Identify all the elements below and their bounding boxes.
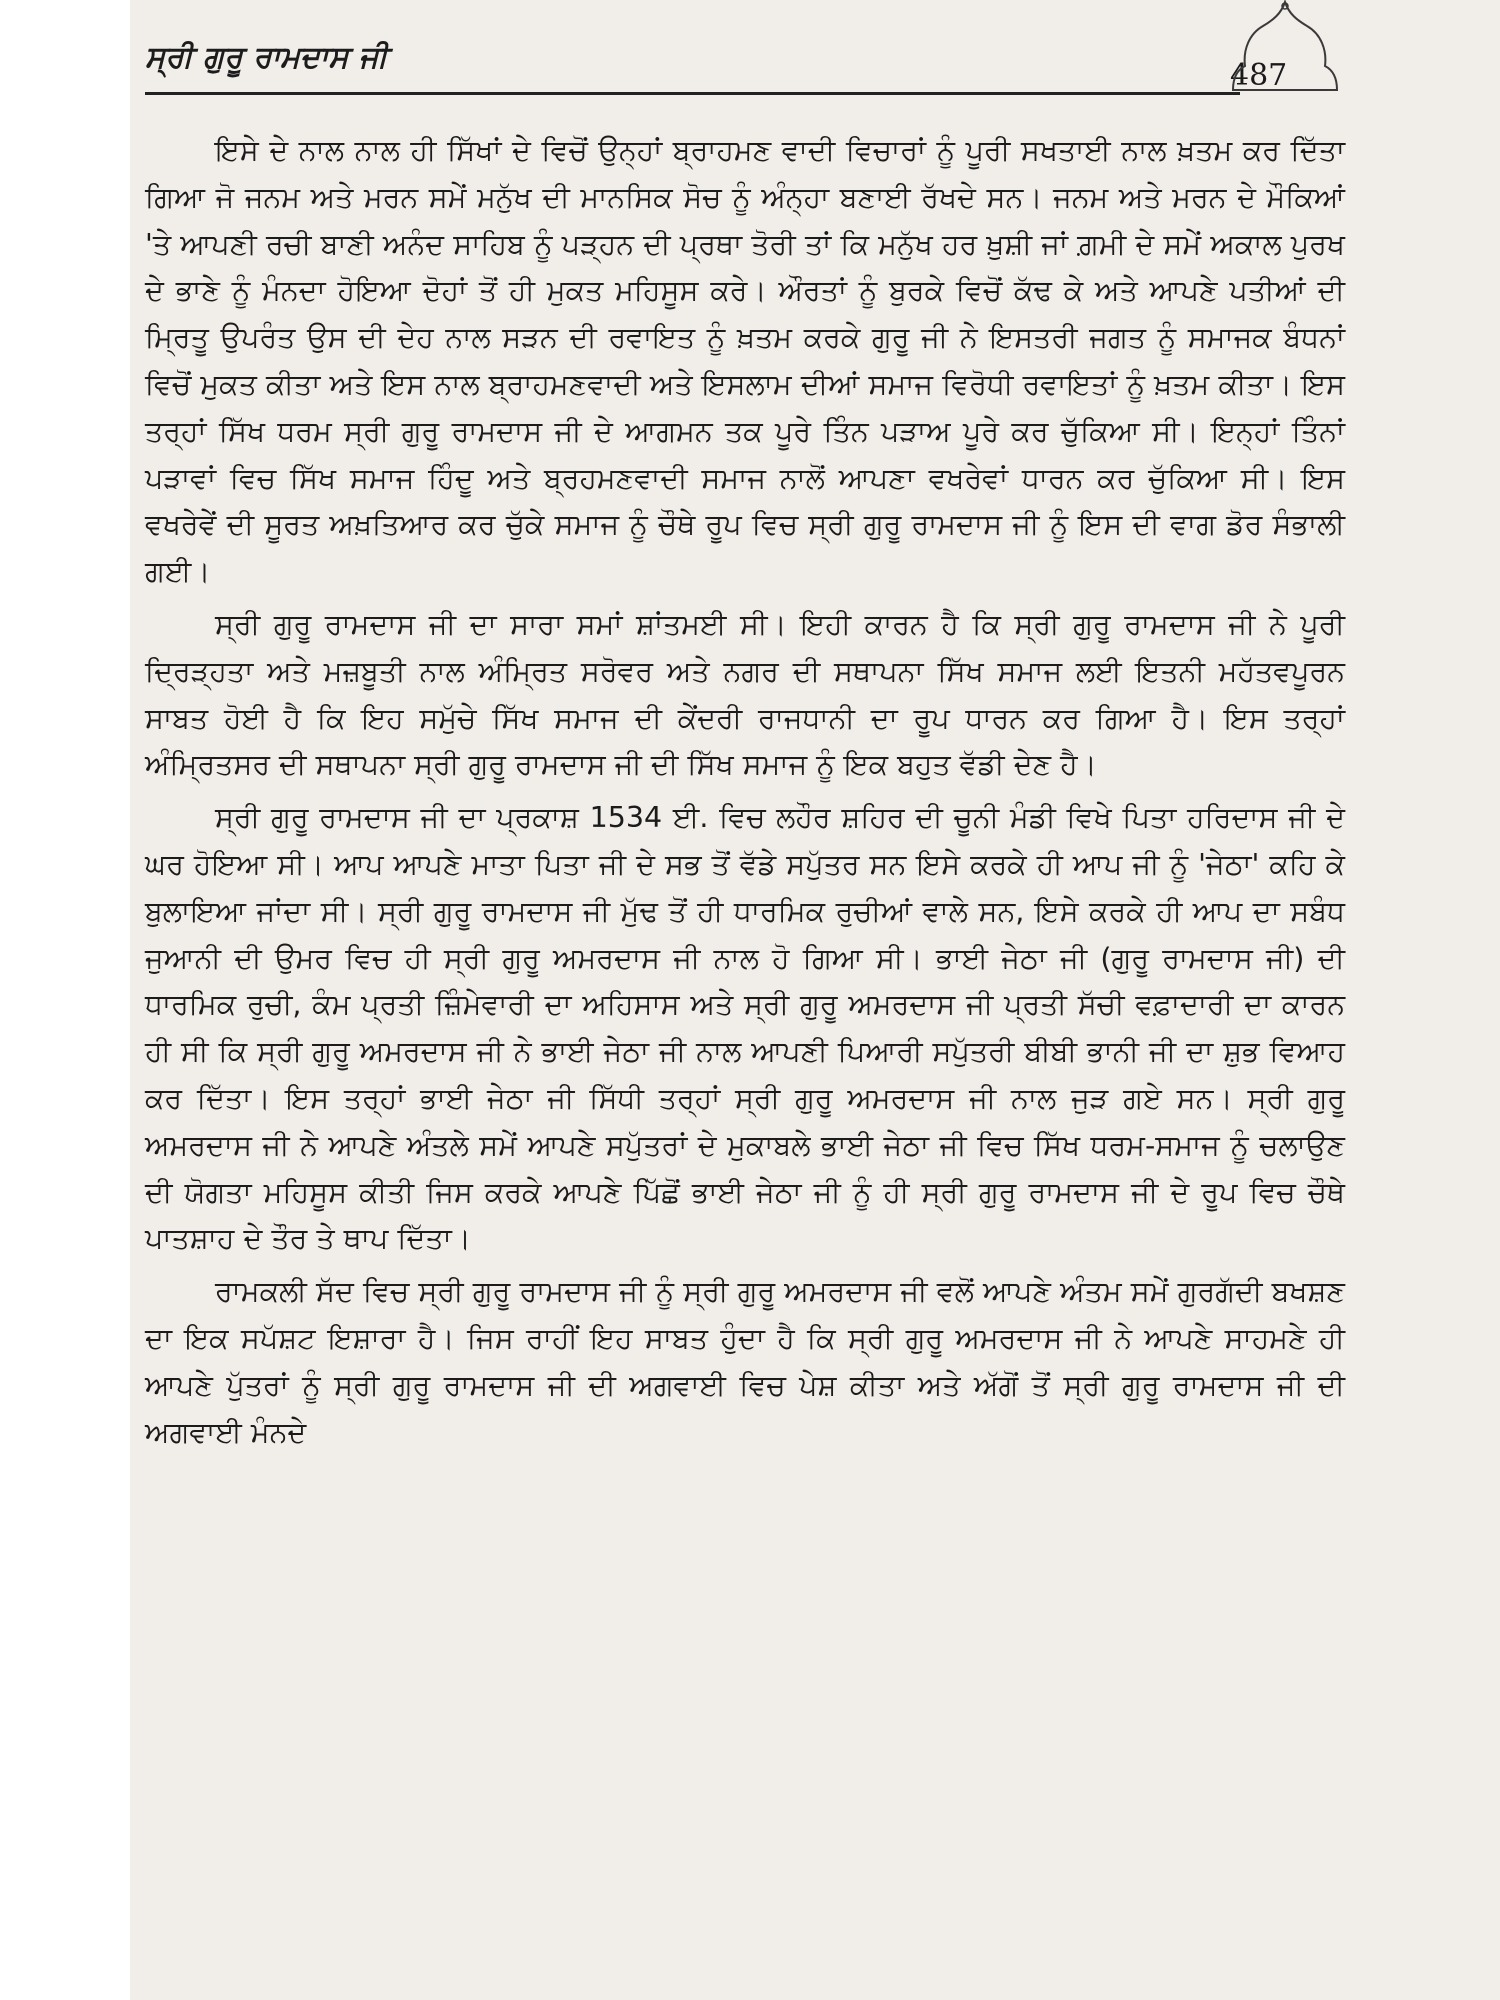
body-text — [145, 128, 1345, 1462]
paragraph: ਰਾਮਕਲੀ ਸੱਦ ਵਿਚ ਸ੍ਰੀ ਗੁਰੂ ਰਾਮਦਾਸ ਜੀ ਨੂੰ ਸ੍ਰੀ ਗੁਰੂ ਅਮਰਦਾਸ ਜੀ ਵਲੋਂ ਆਪਣੇ ਅੰਤਮ ਸਮੇਂ ਗੁਰਗੱਦੀ ਬਖਸ਼ਣ ਦਾ ਇਕ ਸਪੱਸ਼ਟ ਇਸ਼ਾਰਾ ਹੈ। ਜਿਸ ਰਾਹੀਂ ਇਹ ਸਾਬਤ ਹੁੰਦਾ ਹੈ ਕਿ ਸ੍ਰੀ ਗੁਰੂ ਅਮਰਦਾਸ ਜੀ ਨੇ ਆਪਣੇ ਸਾਹਮਣੇ ਹੀ ਆਪਣੇ ਪੁੱਤਰਾਂ ਨੂੰ ਸ੍ਰੀ ਗੁਰੂ ਰਾਮਦਾਸ ਜੀ ਦੀ ਅਗਵਾਈ ਵਿਚ ਪੇਸ਼ ਕੀਤਾ ਅਤੇ ਅੱਗੋਂ ਤੋਂ ਸ੍ਰੀ ਗੁਰੂ ਰਾਮਦਾਸ ਜੀ ਦੀ ਅਗਵਾਈ ਮੰਨਦੇ — [145, 1275, 1345, 1449]
paragraph: ਇਸੇ ਦੇ ਨਾਲ ਨਾਲ ਹੀ ਸਿੱਖਾਂ ਦੇ ਵਿਚੋਂ ਉਨ੍ਹਾਂ ਬ੍ਰਾਹਮਣ ਵਾਦੀ ਵਿਚਾਰਾਂ ਨੂੰ ਪੂਰੀ ਸਖਤਾਈ ਨਾਲ ਖ਼ਤਮ ਕਰ ਦਿੱਤਾ ਗਿਆ ਜੋ ਜਨਮ ਅਤੇ ਮਰਨ ਸਮੇਂ ਮਨੁੱਖ ਦੀ ਮਾਨਸਿਕ ਸੋਚ ਨੂੰ ਅੰਨ੍ਹਾ ਬਣਾਈ ਰੱਖਦੇ ਸਨ। ਜਨਮ ਅਤੇ ਮਰਨ ਦੇ ਮੌਕਿਆਂ 'ਤੇ ਆਪਣੀ ਰਚੀ ਬਾਣੀ ਅਨੰਦ ਸਾਹਿਬ ਨੂੰ ਪੜ੍ਹਨ ਦੀ ਪ੍ਰਥਾ ਤੋਰੀ ਤਾਂ ਕਿ ਮਨੁੱਖ ਹਰ ਖ਼ੁਸ਼ੀ ਜਾਂ ਗ਼ਮੀ ਦੇ ਸਮੇਂ ਅਕਾਲ ਪੁਰਖ ਦੇ ਭਾਣੇ ਨੂੰ ਮੰਨਦਾ ਹੋਇਆ ਦੋਹਾਂ ਤੋਂ ਹੀ ਮੁਕਤ ਮਹਿਸੂਸ ਕਰੇ। ਔਰਤਾਂ ਨੂੰ ਬੁਰਕੇ ਵਿਚੋਂ ਕੱਢ ਕੇ ਅਤੇ ਆਪਣੇ ਪਤੀਆਂ ਦੀ ਮ੍ਰਿਤੂ ਉਪਰੰਤ ਉਸ ਦੀ ਦੇਹ ਨਾਲ ਸੜਨ ਦੀ ਰਵਾਇਤ ਨੂੰ ਖ਼ਤਮ ਕਰਕੇ ਗੁਰੂ ਜੀ ਨੇ ਇਸਤਰੀ ਜਗਤ ਨੂੰ ਸਮਾਜਕ ਬੰਧਨਾਂ ਵਿਚੋਂ ਮੁਕਤ ਕੀਤਾ ਅਤੇ ਇਸ ਨਾਲ ਬ੍ਰਾਹਮਣਵਾਦੀ ਅਤੇ ਇਸਲਾਮ ਦੀਆਂ ਸਮਾਜ ਵਿਰੋਧੀ ਰਵਾਇਤਾਂ ਨੂੰ ਖ਼ਤਮ ਕੀਤਾ। ਇਸ ਤਰ੍ਹਾਂ ਸਿੱਖ ਧਰਮ ਸ੍ਰੀ ਗੁਰੂ ਰਾਮਦਾਸ ਜੀ ਦੇ ਆਗਮਨ ਤਕ ਪੂਰੇ ਤਿੰਨ ਪੜਾਅ ਪੂਰੇ ਕਰ ਚੁੱਕਿਆ ਸੀ। ਇਨ੍ਹਾਂ ਤਿੰਨਾਂ ਪੜਾਵਾਂ ਵਿਚ ਸਿੱਖ ਸਮਾਜ ਹਿੰਦੂ ਅਤੇ ਬ੍ਰਹਮਣਵਾਦੀ ਸਮਾਜ ਨਾਲੋਂ ਆਪਣਾ ਵਖਰੇਵਾਂ ਧਾਰਨ ਕਰ ਚੁੱਕਿਆ ਸੀ। ਇਸ ਵਖਰੇਵੇਂ ਦੀ ਸੂਰਤ ਅਖ਼ਤਿਆਰ ਕਰ ਚੁੱਕੇ ਸਮਾਜ ਨੂੰ ਚੌਥੇ ਰੂਪ ਵਿਚ ਸ੍ਰੀ ਗੁਰੂ ਰਾਮਦਾਸ ਜੀ ਨੂੰ ਇਸ ਦੀ ਵਾਗ ਡੋਰ ਸੰਭਾਲੀ ਗਈ। — [145, 134, 1345, 589]
header-rule — [145, 92, 1240, 95]
paragraph: ਸ੍ਰੀ ਗੁਰੂ ਰਾਮਦਾਸ ਜੀ ਦਾ ਸਾਰਾ ਸਮਾਂ ਸ਼ਾਂਤਮਈ ਸੀ। ਇਹੀ ਕਾਰਨ ਹੈ ਕਿ ਸ੍ਰੀ ਗੁਰੂ ਰਾਮਦਾਸ ਜੀ ਨੇ ਪੂਰੀ ਦ੍ਰਿੜ੍ਹਤਾ ਅਤੇ ਮਜ਼ਬੂਤੀ ਨਾਲ ਅੰਮ੍ਰਿਤ ਸਰੋਵਰ ਅਤੇ ਨਗਰ ਦੀ ਸਥਾਪਨਾ ਸਿੱਖ ਸਮਾਜ ਲਈ ਇਤਨੀ ਮਹੱਤਵਪੂਰਨ ਸਾਬਤ ਹੋਈ ਹੈ ਕਿ ਇਹ ਸਮੁੱਚੇ ਸਿੱਖ ਸਮਾਜ ਦੀ ਕੇਂਦਰੀ ਰਾਜਧਾਨੀ ਦਾ ਰੂਪ ਧਾਰਨ ਕਰ ਗਿਆ ਹੈ। ਇਸ ਤਰ੍ਹਾਂ ਅੰਮ੍ਰਿਤਸਰ ਦੀ ਸਥਾਪਨਾ ਸ੍ਰੀ ਗੁਰੂ ਰਾਮਦਾਸ ਜੀ ਦੀ ਸਿੱਖ ਸਮਾਜ ਨੂੰ ਇਕ ਬਹੁਤ ਵੱਡੀ ਦੇਣ ਹੈ। — [145, 607, 1345, 782]
page-header — [145, 40, 1345, 100]
running-title: ਸ੍ਰੀ ਗੁਰੂ ਰਾਮਦਾਸ ਜੀ — [145, 40, 388, 75]
paragraph: ਸ੍ਰੀ ਗੁਰੂ ਰਾਮਦਾਸ ਜੀ ਦਾ ਪ੍ਰਕਾਸ਼ 1534 ਈ. ਵਿਚ ਲਹੌਰ ਸ਼ਹਿਰ ਦੀ ਚੂਨੀ ਮੰਡੀ ਵਿਖੇ ਪਿਤਾ ਹਰਿਦਾਸ ਜੀ ਦੇ ਘਰ ਹੋਇਆ ਸੀ। ਆਪ ਆਪਣੇ ਮਾਤਾ ਪਿਤਾ ਜੀ ਦੇ ਸਭ ਤੋਂ ਵੱਡੇ ਸਪੁੱਤਰ ਸਨ ਇਸੇ ਕਰਕੇ ਹੀ ਆਪ ਜੀ ਨੂੰ 'ਜੇਠਾ' ਕਹਿ ਕੇ ਬੁਲਾਇਆ ਜਾਂਦਾ ਸੀ। ਸ੍ਰੀ ਗੁਰੂ ਰਾਮਦਾਸ ਜੀ ਮੁੱਢ ਤੋਂ ਹੀ ਧਾਰਮਿਕ ਰੁਚੀਆਂ ਵਾਲੇ ਸਨ, ਇਸੇ ਕਰਕੇ ਹੀ ਆਪ ਦਾ ਸਬੰਧ ਜੁਆਨੀ ਦੀ ਉਮਰ ਵਿਚ ਹੀ ਸ੍ਰੀ ਗੁਰੂ ਅਮਰਦਾਸ ਜੀ ਨਾਲ ਹੋ ਗਿਆ ਸੀ। ਭਾਈ ਜੇਠਾ ਜੀ (ਗੁਰੂ ਰਾਮਦਾਸ ਜੀ) ਦੀ ਧਾਰਮਿਕ ਰੁਚੀ, ਕੰਮ ਪ੍ਰਤੀ ਜ਼ਿੰਮੇਵਾਰੀ ਦਾ ਅਹਿਸਾਸ ਅਤੇ ਸ੍ਰੀ ਗੁਰੂ ਅਮਰਦਾਸ ਜੀ ਪ੍ਰਤੀ ਸੱਚੀ ਵਫ਼ਾਦਾਰੀ ਦਾ ਕਾਰਨ ਹੀ ਸੀ ਕਿ ਸ੍ਰੀ ਗੁਰੂ ਅਮਰਦਾਸ ਜੀ ਨੇ ਭਾਈ ਜੇਠਾ ਜੀ ਨਾਲ ਆਪਣੀ ਪਿਆਰੀ ਸਪੁੱਤਰੀ ਬੀਬੀ ਭਾਨੀ ਜੀ ਦਾ ਸ਼ੁਭ ਵਿਆਹ ਕਰ ਦਿੱਤਾ। ਇਸ ਤਰ੍ਹਾਂ ਭਾਈ ਜੇਠਾ ਜੀ ਸਿੱਧੀ ਤਰ੍ਹਾਂ ਸ੍ਰੀ ਗੁਰੂ ਅਮਰਦਾਸ ਜੀ ਨਾਲ ਜੁੜ ਗਏ ਸਨ। ਸ੍ਰੀ ਗੁਰੂ ਅਮਰਦਾਸ ਜੀ ਨੇ ਆਪਣੇ ਅੰਤਲੇ ਸਮੇਂ ਆਪਣੇ ਸਪੁੱਤਰਾਂ ਦੇ ਮੁਕਾਬਲੇ ਭਾਈ ਜੇਠਾ ਜੀ ਵਿਚ ਸਿੱਖ ਧਰਮ-ਸਮਾਜ ਨੂੰ ਚਲਾਉਣ ਦੀ ਯੋਗਤਾ ਮਹਿਸੂਸ ਕੀਤੀ ਜਿਸ ਕਰਕੇ ਆਪਣੇ ਪਿੱਛੋਂ ਭਾਈ ਜੇਠਾ ਜੀ ਨੂੰ ਹੀ ਸ੍ਰੀ ਗੁਰੂ ਰਾਮਦਾਸ ਜੀ ਦੇ ਰੂਪ ਵਿਚ ਚੌਥੇ ਪਾਤਸ਼ਾਹ ਦੇ ਤੌਰ ਤੇ ਥਾਪ ਦਿੱਤਾ। — [145, 801, 1345, 1256]
dome-ornament-icon — [1215, 0, 1355, 110]
page-number: 487 — [1230, 58, 1288, 93]
